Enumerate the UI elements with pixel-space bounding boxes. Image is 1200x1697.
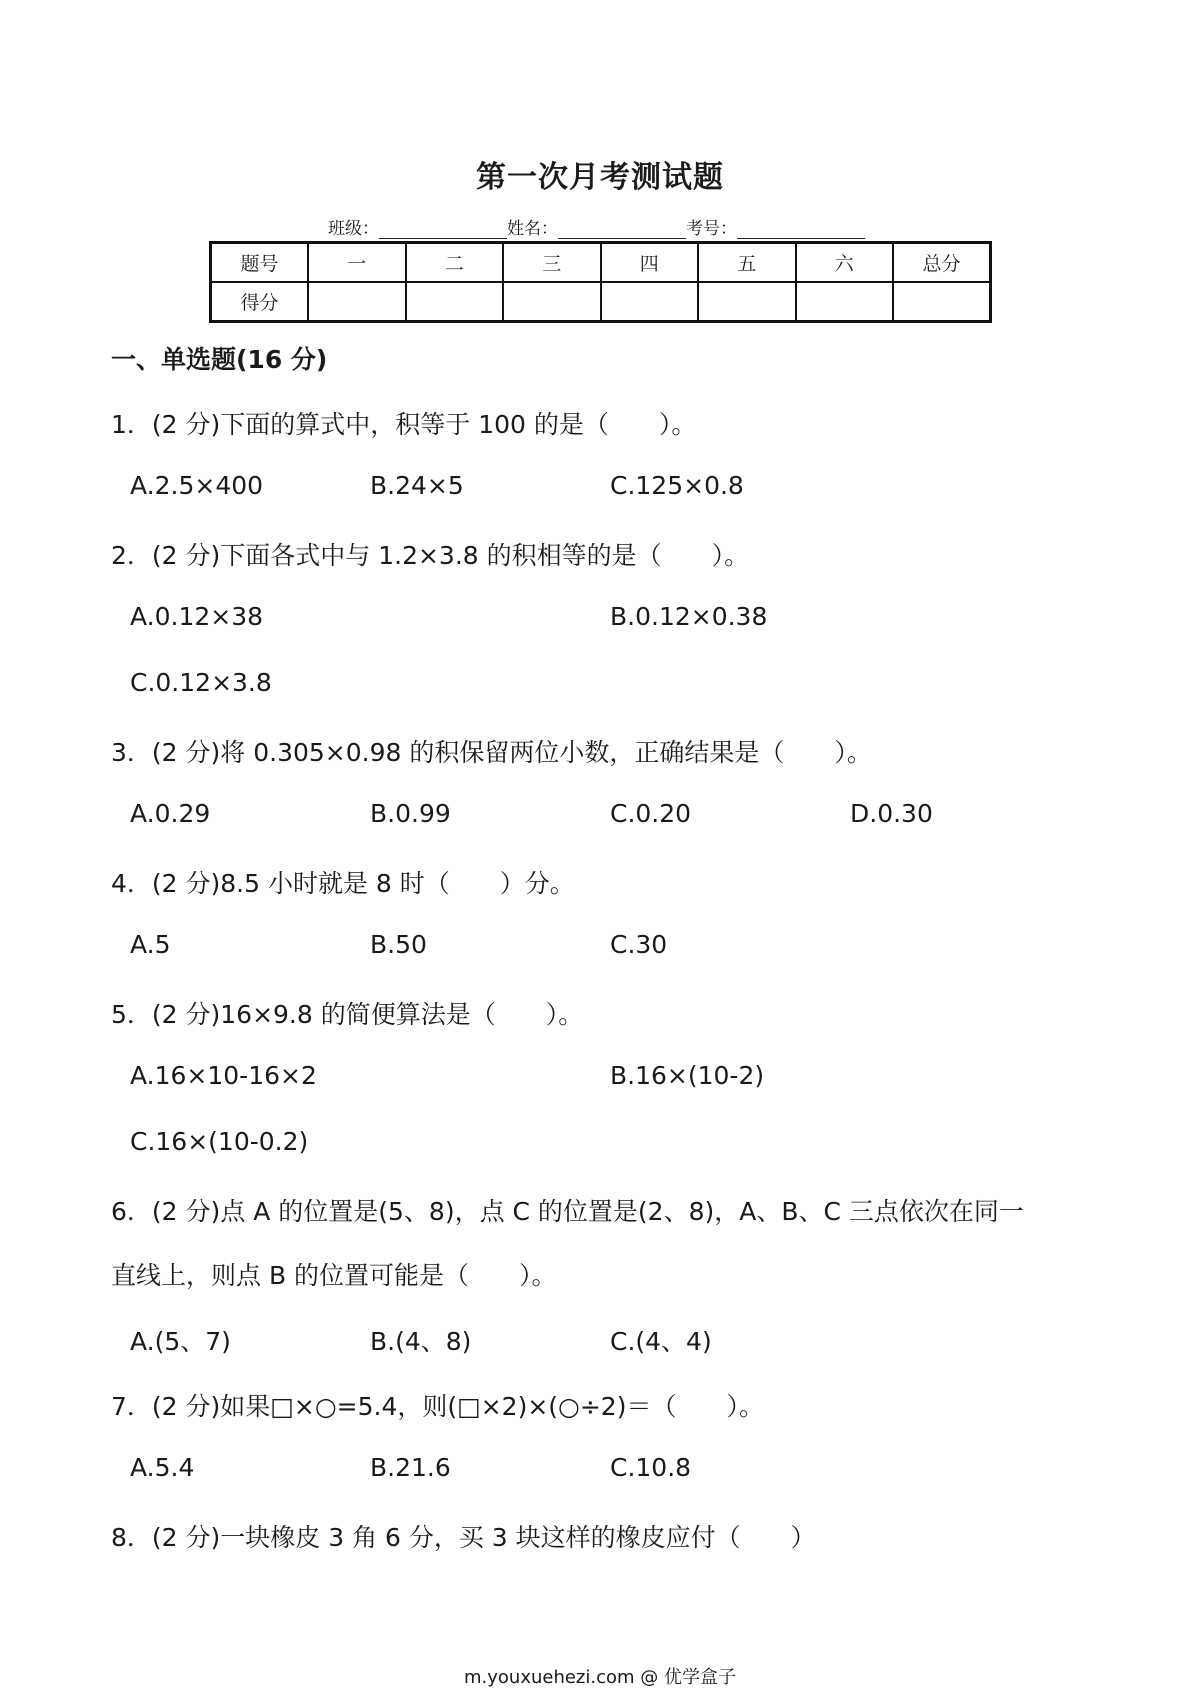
score-cell[interactable] bbox=[796, 282, 894, 322]
header-cell: 四 bbox=[601, 243, 699, 283]
question-6-option-c[interactable]: C.(4、4) bbox=[610, 1327, 712, 1356]
question-2-option-b[interactable]: B.0.12×0.38 bbox=[610, 602, 768, 631]
question-4-option-a[interactable]: A.5 bbox=[130, 930, 171, 959]
question-2: 2．(2 分)下面各式中与 1.2×3.8 的积相等的是（ ）。 bbox=[111, 541, 750, 570]
name-label: 姓名： bbox=[507, 219, 558, 239]
question-4-option-b[interactable]: B.50 bbox=[370, 930, 427, 959]
header-cell: 五 bbox=[698, 243, 796, 283]
question-7-option-c[interactable]: C.10.8 bbox=[610, 1453, 692, 1482]
section-title: 一、单选题(16 分) bbox=[111, 345, 328, 374]
header-cell: 总分 bbox=[893, 243, 991, 283]
question-3-option-d[interactable]: D.0.30 bbox=[850, 799, 933, 828]
question-1: 1．(2 分)下面的算式中，积等于 100 的是（ ）。 bbox=[111, 410, 697, 439]
number-field bbox=[686, 214, 865, 239]
header-cell: 二 bbox=[406, 243, 504, 283]
question-5-option-a[interactable]: A.16×10-16×2 bbox=[130, 1061, 317, 1090]
question-2-option-c[interactable]: C.0.12×3.8 bbox=[130, 668, 272, 697]
header-cell: 一 bbox=[308, 243, 406, 283]
question-6: 6．(2 分)点 A 的位置是(5、8)，点 C 的位置是(2、8)，A、B、C 三点依次在同一 bbox=[111, 1197, 1024, 1226]
name-blank[interactable] bbox=[558, 220, 686, 239]
question-2-option-a[interactable]: A.0.12×38 bbox=[130, 602, 264, 631]
question-3-option-a[interactable]: A.0.29 bbox=[130, 799, 211, 828]
question-7: 7．(2 分)如果□×○=5.4，则(□×2)×(○÷2)＝（ ）。 bbox=[111, 1392, 764, 1421]
question-5-option-c[interactable]: C.16×(10-0.2) bbox=[130, 1127, 309, 1156]
score-table-header-row bbox=[211, 243, 991, 283]
score-cell[interactable] bbox=[406, 282, 504, 322]
question-3: 3．(2 分)将 0.305×0.98 的积保留两位小数，正确结果是（ ）。 bbox=[111, 738, 872, 767]
header-cell: 三 bbox=[503, 243, 601, 283]
score-table bbox=[209, 241, 992, 323]
question-1-option-b[interactable]: B.24×5 bbox=[370, 471, 464, 500]
question-1-option-a[interactable]: A.2.5×400 bbox=[130, 471, 264, 500]
question-1-option-c[interactable]: C.125×0.8 bbox=[610, 471, 744, 500]
question-3-option-b[interactable]: B.0.99 bbox=[370, 799, 451, 828]
name-field bbox=[507, 214, 686, 239]
number-label: 考号： bbox=[686, 219, 737, 239]
question-6-continued: 直线上，则点 B 的位置可能是（ ）。 bbox=[111, 1261, 557, 1290]
header-cell: 六 bbox=[796, 243, 894, 283]
question-6-option-a[interactable]: A.(5、7) bbox=[130, 1327, 231, 1356]
page-title: 第一次月考测试题 bbox=[476, 160, 724, 195]
score-table-score-row bbox=[211, 282, 991, 322]
header-cell: 题号 bbox=[211, 243, 309, 283]
score-cell[interactable] bbox=[601, 282, 699, 322]
question-6-option-b[interactable]: B.(4、8) bbox=[370, 1327, 472, 1356]
question-7-option-a[interactable]: A.5.4 bbox=[130, 1453, 195, 1482]
question-8: 8．(2 分)一块橡皮 3 角 6 分，买 3 块这样的橡皮应付（ ） bbox=[111, 1523, 816, 1552]
footer-watermark: m.youxuehezi.com @ 优学盒子 bbox=[463, 1667, 736, 1688]
question-5: 5．(2 分)16×9.8 的简便算法是（ ）。 bbox=[111, 1000, 584, 1029]
question-3-option-c[interactable]: C.0.20 bbox=[610, 799, 692, 828]
class-blank[interactable] bbox=[379, 220, 507, 239]
row-label-cell: 得分 bbox=[211, 282, 309, 322]
score-cell[interactable] bbox=[698, 282, 796, 322]
score-cell[interactable] bbox=[893, 282, 991, 322]
question-7-option-b[interactable]: B.21.6 bbox=[370, 1453, 451, 1482]
score-cell[interactable] bbox=[308, 282, 406, 322]
number-blank[interactable] bbox=[737, 220, 865, 239]
question-4: 4．(2 分)8.5 小时就是 8 时（ ）分。 bbox=[111, 869, 575, 898]
question-4-option-c[interactable]: C.30 bbox=[610, 930, 668, 959]
class-field bbox=[328, 214, 507, 239]
score-cell[interactable] bbox=[503, 282, 601, 322]
student-info-row bbox=[328, 214, 865, 239]
question-5-option-b[interactable]: B.16×(10-2) bbox=[610, 1061, 765, 1090]
class-label: 班级： bbox=[328, 219, 379, 239]
